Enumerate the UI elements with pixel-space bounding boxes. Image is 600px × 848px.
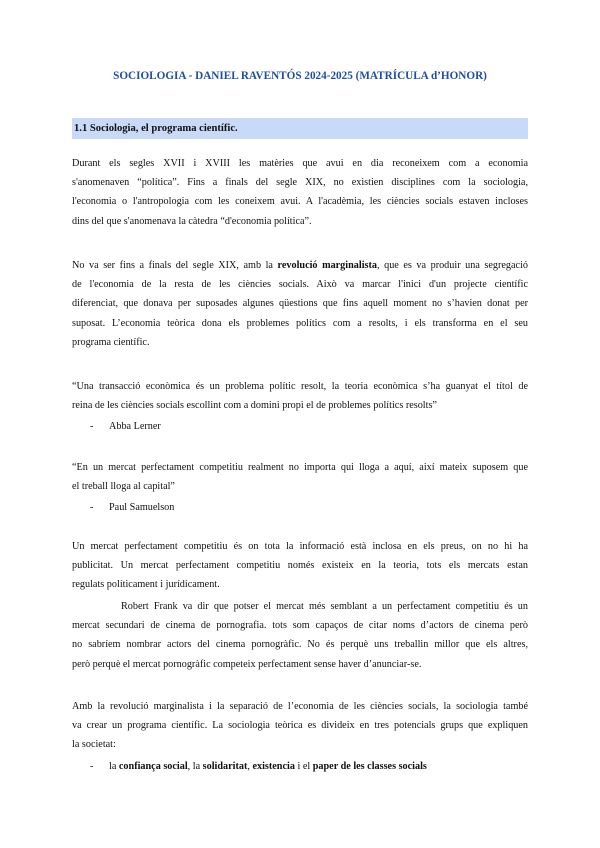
paragraph-4	[72, 597, 528, 674]
paragraph-line: l'economia o l'antropologia com les coneixem avui. A l'acadèmia, les ciències socials estaven incloses	[72, 196, 528, 208]
quote-author-lerner	[72, 417, 528, 436]
quote-line: “En un mercat perfectament competitiu realment no importa qui lloga a aquí, així mateix suposem que	[72, 462, 528, 473]
list-item: - la confiança social, la solidaritat, existencia i el paper de les classes socials	[72, 757, 528, 776]
dash-bullet: -	[90, 421, 94, 432]
paragraph-2	[72, 256, 528, 352]
paragraph-line: No va ser fins a finals del segle XIX, amb la revolució marginalista, que es va produir una segregació	[72, 260, 528, 271]
paragraph-line: Durant els segles XVII i XVIII les matèries que avui en dia reconeixem com a economia	[72, 158, 528, 169]
paragraph-line: Robert Frank va dir que potser el mercat més semblant a un perfectament competitiu és un	[121, 601, 528, 612]
quote-author-samuelson	[72, 498, 528, 517]
paragraph-line: suposat. L’economia teòrica dona els problemes polítics com a resolts, i els transforma en el seu	[72, 317, 528, 329]
revolucio-marginalista-term: revolució marginalista	[277, 260, 377, 271]
quote-line: reina de les ciències socials escollint com a domini propi el de problemes polítics resolts”	[72, 400, 437, 412]
dash-bullet: -	[90, 502, 94, 513]
paragraph-line: s'anomenaven “política”. Fins a finals del segle XIX, no existien disciplines com la sociologia,	[72, 177, 528, 189]
quote-line: “Una transacció econòmica és un problema polític resolt, la teoria econòmica s’ha guanyat el títol de	[72, 381, 528, 392]
paragraph-3	[72, 537, 528, 595]
author-name: Paul Samuelson	[109, 502, 175, 513]
term-paper-classes-socials: paper de les classes socials	[312, 761, 427, 772]
quote-lerner	[72, 377, 528, 415]
author-name: Abba Lerner	[109, 421, 161, 432]
paragraph-line: Amb la revolució marginalista i la separació de l’economia de les ciències socials, la sociologia també	[72, 701, 528, 712]
paragraph-line: regulats políticament i jurídicament.	[72, 579, 220, 591]
section-heading	[72, 118, 528, 139]
paragraph-line: dins del que s'anomenava la càtedra “d'economia política”.	[72, 215, 312, 227]
paragraph-line: la societat:	[72, 739, 116, 751]
paragraph-line: publicitat. Un mercat perfectament competitiu només existeix en la teoria, tots els mercats estan	[72, 560, 528, 572]
paragraph-line: diferenciat, que donava per suposades algunes qüestions que fins aquell moment no s’havien donat per	[72, 298, 528, 310]
dash-bullet: -	[90, 761, 94, 772]
paragraph-line: però perquè el mercat pornogràfic competeix perfectament sense haver d’anunciar-se.	[72, 658, 422, 670]
paragraph-line: va crear un programa científic. La sociologia teòrica es divideix en tres potencials grups que expliquen	[72, 720, 528, 732]
section-heading-text: 1.1 Sociologia, el programa científic.	[74, 123, 238, 134]
document-title: SOCIOLOGIA - DANIEL RAVENTÓS 2024-2025 (MATRÍCULA d’HONOR)	[113, 70, 487, 82]
paragraph-line: de l'economia de la resta de les ciències socials. Això va marcar l'inici d'un projecte científic	[72, 279, 528, 291]
paragraph-5	[72, 697, 528, 755]
paragraph-line: no sabríem nombrar actors del cinema pornogràfic. No és perquè uns treballin millor que els altres,	[72, 639, 528, 651]
paragraph-1	[72, 154, 528, 231]
term-confianca-social: confiança social	[118, 761, 188, 772]
term-existencia: existencia	[252, 761, 295, 772]
paragraph-line: programa científic.	[72, 336, 150, 348]
term-solidaritat: solidaritat	[202, 761, 248, 772]
quote-line: el treball lloga al capital”	[72, 481, 175, 493]
quote-samuelson	[72, 458, 528, 496]
paragraph-line: Un mercat perfectament competitiu és on tota la informació està inclosa en els preus, on no hi ha	[72, 541, 528, 552]
paragraph-line: mercat secundari de cinema de pornografia. tots som capaços de citar noms d’actors de cinema però	[72, 620, 528, 632]
